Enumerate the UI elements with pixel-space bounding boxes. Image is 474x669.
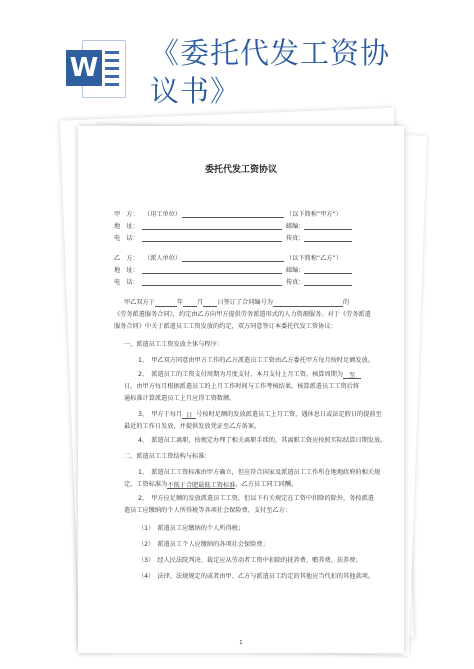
- section-2-item-2: 2、 甲方应足额的发放派遣员工工资，但以下有关规定在工资中扣除的除外，务按派遣: [138, 495, 374, 502]
- party-a-address-label: 地 址：: [114, 223, 139, 230]
- intro-of: 的: [343, 299, 350, 306]
- party-b-unit: （派人单位）: [144, 255, 182, 262]
- deduction-1: （1） 派遣员工应缴纳的个人所得税；: [138, 525, 245, 532]
- section-2-item-1-rest: ，乙方员工同工同酬。: [235, 481, 298, 488]
- section-1-item-2-cont-2: 通标准计算派遣员工上月应得工资数额。: [124, 395, 236, 402]
- word-app-icon: [62, 36, 128, 102]
- headline-line-1: 《委托代发工资协: [150, 36, 391, 70]
- payday-value: 日: [182, 411, 196, 419]
- party-b-address-label: 地 址：: [114, 267, 139, 274]
- intro-line-2: 《劳务派遣服务合同》，约定由乙方向甲方提供劳务派遣形式的人力资源服务。对于《劳务派遣: [114, 311, 371, 318]
- intro-line-3: 服务合同》中关于派遣员工工资发放的约定，双方同意签订本委托代发工资协议：: [114, 323, 337, 330]
- page-number: 1: [239, 640, 243, 646]
- section-1-item-1: 1、 甲乙双方同意由甲方工作的乙方派遣员工工资由乙方委托甲方每月按时足额发放。: [138, 357, 374, 364]
- deduction-3: （3） 经人民法院判决、裁定应从劳动者工资中扣除的抚养费、赡养费、扶养费；: [138, 557, 362, 564]
- party-b-postcode-label: 邮编：: [286, 267, 305, 274]
- section-2-item-1: 1、 派遣员工工资标准由甲方确立，但应符合国家及派遣员工工作所在地地政府的相关规: [138, 469, 381, 476]
- party-a-address-line: [142, 222, 282, 230]
- section-2-heading: 二、派遣员工工资结构与标准：: [124, 453, 211, 460]
- section-1-item-2: [138, 370, 361, 379]
- party-a-postcode-line: [304, 222, 352, 230]
- document-title: 委托代发工资协议: [204, 165, 277, 175]
- party-b-phone-line: [142, 278, 282, 286]
- intro-year: 年: [176, 299, 184, 306]
- party-b-address-line: [142, 266, 282, 274]
- section-1-item-3-cont: 最近的工作日发放，并提供发放凭证至乙方备案。: [124, 423, 261, 430]
- headline-line-2: 议书》: [150, 74, 241, 108]
- party-a-alias: （以下简称“甲方”）: [286, 211, 342, 218]
- section-1-item-2-cont: 日，由甲方每月根据派遣员工的上月工作时间与工作考核结果，核算派遣员工工资后将: [124, 383, 360, 390]
- contract-number-blank: [273, 299, 343, 307]
- year-blank: [155, 299, 177, 307]
- party-b-phone-label: 电 话：: [114, 279, 139, 286]
- party-b-alias: （以下简称“乙方”）: [286, 255, 342, 262]
- party-a-phone-line: [142, 234, 282, 242]
- section-1-item-3: [138, 410, 382, 419]
- month-blank: [183, 299, 197, 307]
- intro-signed-on: 甲乙双方于: [124, 299, 155, 306]
- party-b-fax-line: [304, 278, 352, 286]
- party-b-label: 乙 方：: [114, 255, 139, 262]
- deduction-4: （4） 法律、法规规定的或者由甲、乙方与派遣员工约定的其他应当代扣的其他款项。: [138, 573, 374, 580]
- section-1-item-2-text: 2、 派遣员工的工资支付周期为月度支付，本月支付上月工资，核算周期为: [138, 371, 344, 378]
- section-2-item-2-cont: 遣员工应缴纳的个人所得税等各项社会保险费，支付至乙方：: [124, 507, 292, 514]
- deduction-2: （2） 派遣员工个人应缴纳的各项社会保险费；: [138, 541, 269, 548]
- period-value: 至: [343, 371, 361, 379]
- intro-text: [124, 298, 349, 307]
- party-b-fax-label: 传真：: [286, 279, 305, 286]
- section-1-item-3-text: 3、 甲方于每月: [138, 411, 183, 418]
- party-a-label: 甲 方：: [114, 211, 139, 218]
- party-a-fax-line: [304, 234, 352, 242]
- party-b-name-line: [182, 254, 284, 262]
- section-1-item-4: 4、 派遣员工离职，按规定办理了相关离职手续的，其离职工资应按照实际结算日期发放。: [138, 437, 387, 444]
- page-headline: [150, 34, 460, 110]
- party-b-postcode-line: [304, 266, 352, 274]
- section-1-item-3-rest: 号按时足额的发放派遣员工上月工资，遇休息日或法定假日的提前至: [196, 411, 382, 418]
- section-2-item-1-cont: [124, 480, 297, 489]
- party-a-postcode-label: 邮编：: [286, 223, 305, 230]
- section-2-wage-label: 定，工资标准为: [124, 481, 168, 488]
- party-a-unit: （用工单位）: [144, 211, 182, 218]
- day-blank: [203, 299, 217, 307]
- intro-contract-no: 日签订了合同编号为: [217, 299, 273, 306]
- party-a-fax-label: 传真：: [286, 235, 305, 242]
- section-1-heading: 一、派遣员工工资发放主体与程序：: [124, 341, 223, 348]
- party-a-phone-label: 电 话：: [114, 235, 139, 242]
- word-letter-icon: W: [66, 50, 102, 86]
- party-a-name-line: [182, 210, 284, 218]
- intro-month: 月: [197, 299, 204, 306]
- wage-standard-value: 不低于合肥最低工资标准: [167, 482, 236, 489]
- document-page: [78, 126, 404, 653]
